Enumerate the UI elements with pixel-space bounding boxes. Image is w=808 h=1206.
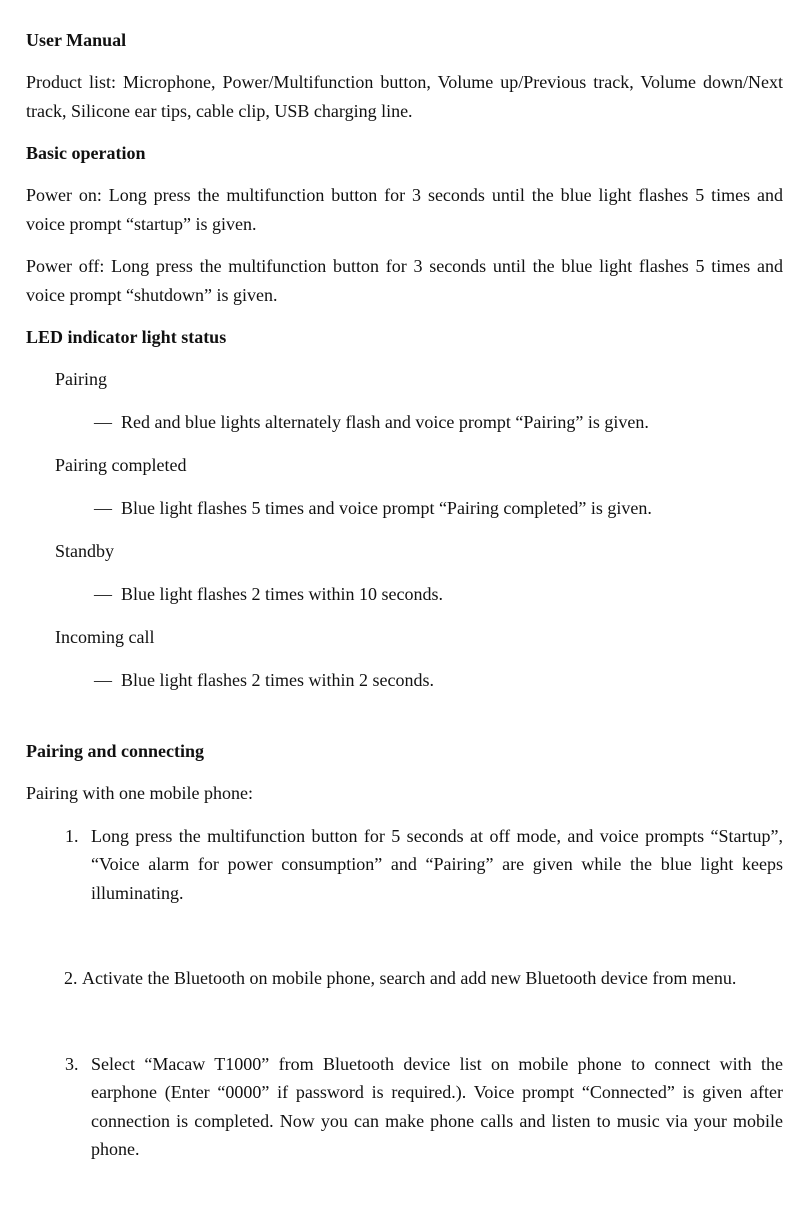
step-number: 3. xyxy=(65,1053,79,1074)
power-off-paragraph: Power off: Long press the multifunction button for 3 seconds until the blue light flashes 5 times and voice prompt “shutdown” is given. xyxy=(26,256,783,305)
pairing-step xyxy=(26,822,783,908)
pairing-intro: Pairing with one mobile phone: xyxy=(26,783,253,803)
step-text: Select “Macaw T1000” from Bluetooth device list on mobile phone to connect with the earphone (Enter “0000” if password is required.). Voice prompt “Connected” is given after connection is completed. Now you can make phone calls and listen to music via your mobile phone. xyxy=(91,1053,783,1159)
led-status-label: Incoming call xyxy=(55,627,155,647)
step-text: Long press the multifunction button for 5 seconds at off mode, and voice prompts “Startup”, “Voice alarm for power consumption” and “Pairing” are given while the blue light keeps illuminating. xyxy=(91,825,783,903)
led-status-detail-text: Red and blue lights alternately flash and voice prompt “Pairing” is given. xyxy=(121,412,649,432)
step-text: Activate the Bluetooth on mobile phone, search and add new Bluetooth device from menu. xyxy=(82,968,737,988)
pairing-step xyxy=(26,1050,783,1164)
step-number: 2. xyxy=(64,968,78,988)
led-status-label: Pairing xyxy=(55,369,107,389)
led-status-heading: LED indicator light status xyxy=(26,327,227,347)
step-number: 1. xyxy=(65,825,79,846)
pairing-heading: Pairing and connecting xyxy=(26,741,205,761)
dash-bullet: — xyxy=(94,670,112,690)
led-status-detail-text: Blue light flashes 2 times within 2 seconds. xyxy=(121,670,434,690)
product-list-paragraph: Product list: Microphone, Power/Multifunction button, Volume up/Previous track, Volume down/Next track, Silicone ear tips, cable clip, USB charging line. xyxy=(26,72,783,121)
led-status-detail xyxy=(94,494,783,522)
basic-operation-heading: Basic operation xyxy=(26,143,146,163)
power-on-paragraph: Power on: Long press the multifunction button for 3 seconds until the blue light flashes 5 times and voice prompt “startup” is given. xyxy=(26,185,783,234)
led-status-detail xyxy=(94,580,783,608)
manual-page xyxy=(26,26,783,1164)
led-status-label: Pairing completed xyxy=(55,455,187,475)
led-status-detail xyxy=(94,408,783,436)
dash-bullet: — xyxy=(94,584,112,604)
led-status-detail-text: Blue light flashes 2 times within 10 seconds. xyxy=(121,584,443,604)
dash-bullet: — xyxy=(94,412,112,432)
led-status-detail xyxy=(94,666,783,694)
led-status-detail-text: Blue light flashes 5 times and voice prompt “Pairing completed” is given. xyxy=(121,498,652,518)
pairing-step xyxy=(26,964,783,993)
manual-title: User Manual xyxy=(26,30,127,50)
led-status-label: Standby xyxy=(55,541,115,561)
dash-bullet: — xyxy=(94,498,112,518)
